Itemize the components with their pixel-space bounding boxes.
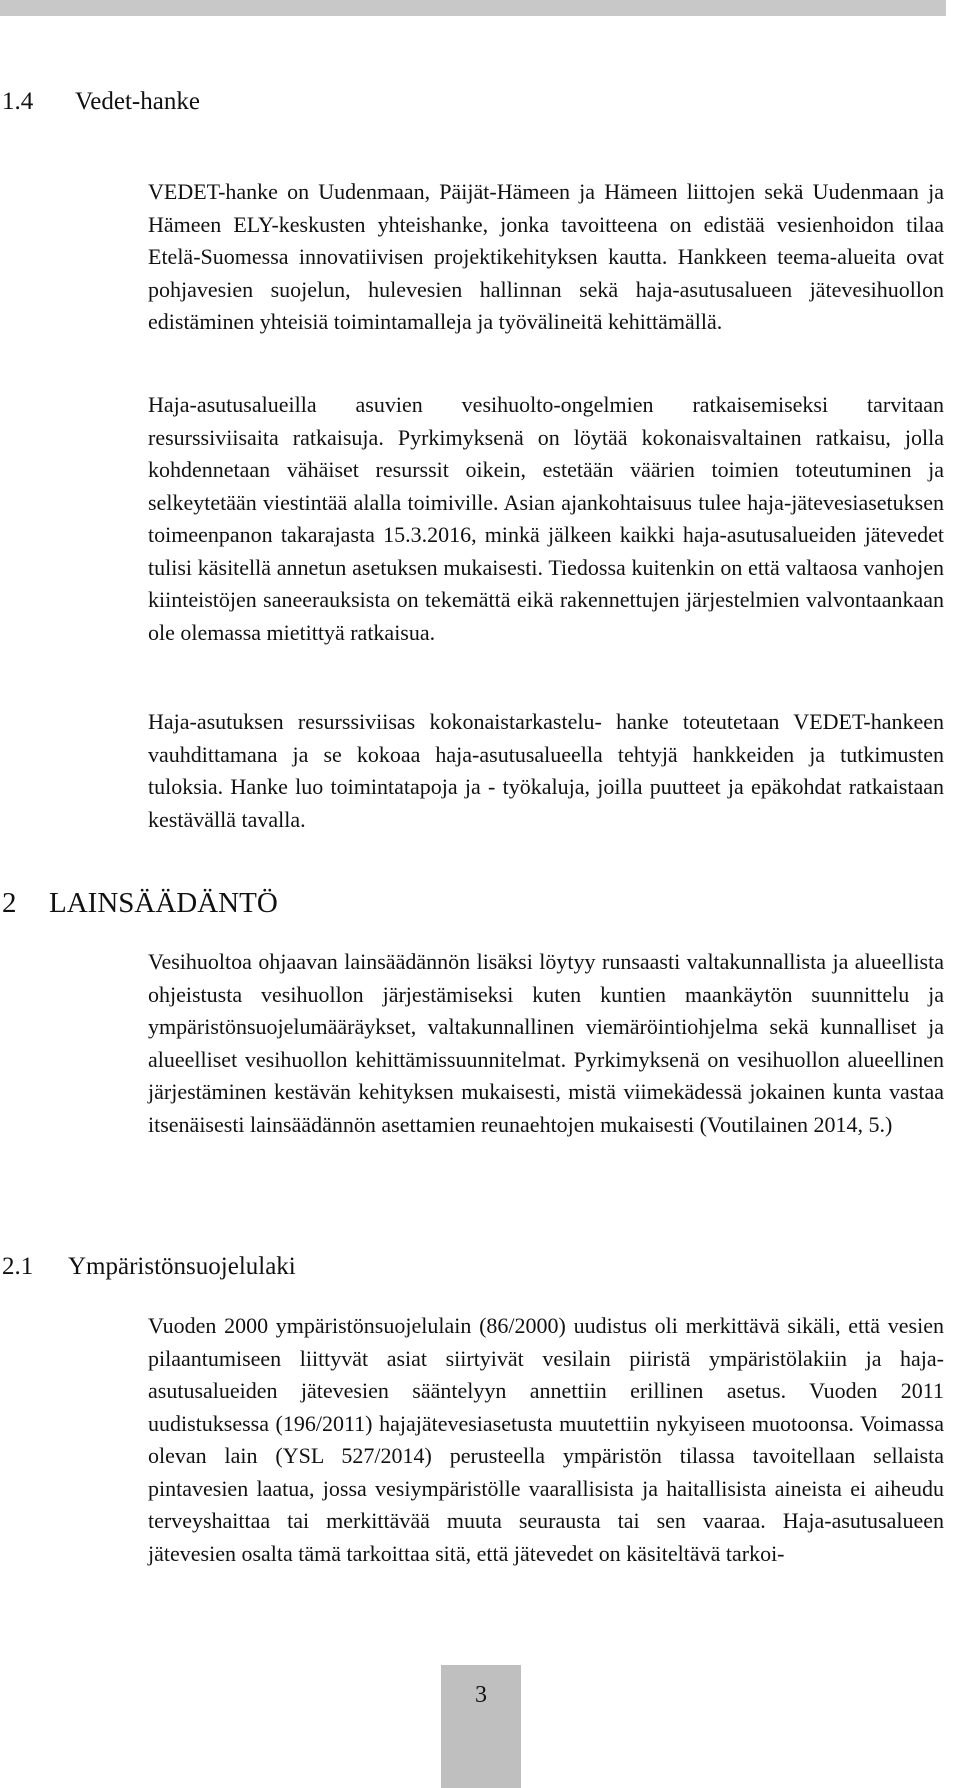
section-heading-2-1 — [2, 1254, 296, 1279]
paragraph-resurssiviisas-project: Haja-asutuksen resurssiviisas kokonaistarkastelu- hanke toteutetaan VEDET-hankeen vauhdittamana ja se kokoaa haja-asutusalueella tehtyjä hankkeiden ja tutkimusten tuloksia. Hanke luo toimintatapoja ja - työkaluja, joilla puutteet ja epäkohdat ratkaistaan kestävällä tavalla. — [148, 709, 944, 832]
page-number-box — [441, 1665, 521, 1788]
section-number: 2.1 — [2, 1253, 34, 1280]
top-border-bar — [0, 0, 946, 16]
section-title: LAINSÄÄDÄNTÖ — [49, 887, 278, 919]
section-heading-1-4 — [2, 89, 200, 114]
page-number: 3 — [475, 1682, 487, 1708]
paragraph-haja-asutus-problems: Haja-asutusalueilla asuvien vesihuolto-ongelmien ratkaisemiseksi tarvitaan resurssiviisaita ratkaisuja. Pyrkimyksenä on löytää kokonaisvaltainen ratkaisu, jolla kohdennetaan vähäiset resurssit oikein, estetään väärien toimien toteutuminen ja selkeytetään viestintää alalla toimiville. Asian ajankohtaisuus tulee haja-jätevesiasetuksen toimeenpanon takarajasta 15.3.2016, minkä jälkeen kaikki haja-asutusalueiden jätevedet tulisi käsitellä annetun asetuksen mukaisesti. Tiedossa kuitenkin on että valtaosa vanhojen kiinteistöjen saneerauksista on tekemättä eikä rakennettujen järjestelmien valvontaankaan ole olemassa mietittyä ratkaisua. — [148, 392, 944, 645]
section-number: 2 — [2, 887, 17, 919]
section-title: Vedet-hanke — [75, 88, 200, 115]
section-title: Ympäristönsuojelulaki — [68, 1253, 296, 1280]
paragraph-ymparistonsuojelulaki: Vuoden 2000 ympäristönsuojelulain (86/2000) uudistus oli merkittävä sikäli, että vesien pilaantumiseen liittyvät asiat siirtyivät vesilain piiristä ympäristölakiin ja haja-asutusalueiden jätevesien sääntelyyn annettiin erillinen asetus. Vuoden 2011 uudistuksessa (196/2011) hajajätevesiasetusta muutettiin nykyiseen muotoonsa. Voimassa olevan lain (YSL 527/2014) perusteella ympäristön tilassa tavoitellaan sellaista pintavesien laatua, jossa vesiympäristölle vaarallisista ja haitallisista aineista ei aiheudu terveyshaittaa tai merkittävää muuta seurausta tai sen vaaraa. Haja-asutusalueen jätevesien osalta tämä tarkoittaa sitä, että jätevedet on käsiteltävä tarkoi- — [148, 1313, 944, 1566]
paragraph-lainsaadanto: Vesihuoltoa ohjaavan lainsäädännön lisäksi löytyy runsaasti valtakunnallista ja alueellista ohjeistusta vesihuollon järjestämiseksi kuten kuntien maankäytön suunnittelu ja ympäristönsuojelumääräykset, valtakunnallinen viemäröintiohjelma sekä kunnalliset ja alueelliset vesihuollon kehittämissuunnitelmat. Pyrkimyksenä on vesihuollon alueellinen järjestäminen kestävän kehityksen mukaisesti, mistä viimekädessä jokainen kunta vastaa itsenäisesti lainsäädännön asettamien reunaehtojen mukaisesti (Voutilainen 2014, 5.) — [148, 949, 944, 1137]
section-number: 1.4 — [2, 88, 34, 115]
paragraph-vedet-intro: VEDET-hanke on Uudenmaan, Päijät-Hämeen ja Hämeen liittojen sekä Uudenmaan ja Hämeen ELY-keskusten yhteishanke, jonka tavoitteena on edistää vesienhoidon tilaa Etelä-Suomessa innovatiivisen projektikehityksen kautta. Hankkeen teema-alueita ovat pohjavesien suojelun, hulevesien hallinnan sekä haja-asutusalueen jätevesihuollon edistäminen yhteisiä toimintamalleja ja työvälineitä kehittämällä. — [148, 179, 944, 334]
section-heading-2 — [2, 889, 278, 918]
